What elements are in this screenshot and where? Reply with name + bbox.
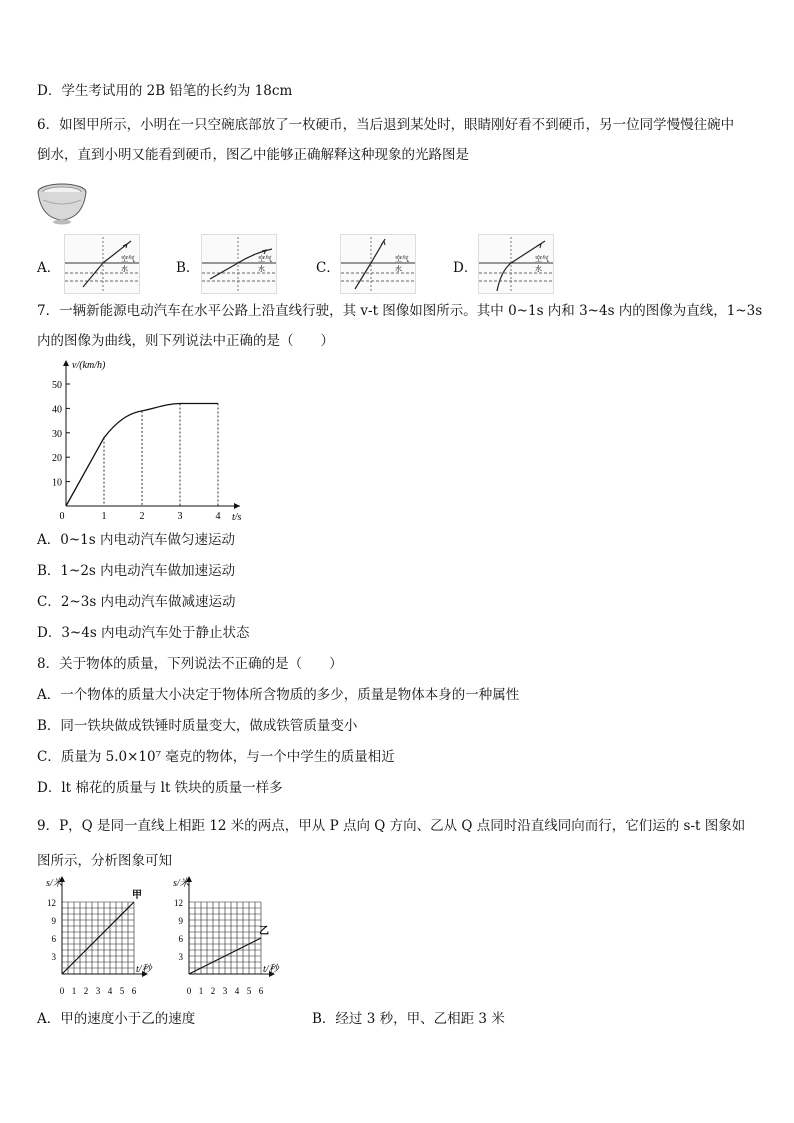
x-tick-label: 5 bbox=[119, 986, 125, 996]
x-tick-label: 3 bbox=[95, 986, 101, 996]
air-label: 空气 bbox=[535, 255, 549, 263]
q7-stem-line1: 7．一辆新能源电动汽车在水平公路上沿直线行驶，其 v-t 图像如图所示。其中 0~1s 内和 3~4s 内的图像为直线，1~3s bbox=[37, 303, 763, 319]
q9-option-b: B．经过 3 秒，甲、乙相距 3 米 bbox=[312, 1011, 505, 1027]
x-tick-label: 5 bbox=[246, 986, 252, 996]
bowl-photo bbox=[37, 178, 87, 226]
q6-stem-line2: 倒水，直到小明又能看到硬币，图乙中能够正确解释这种现象的光路图是 bbox=[37, 147, 469, 163]
x-tick-label: 3 bbox=[222, 986, 228, 996]
q6-option-a-label: A． bbox=[37, 260, 61, 276]
x-axis-label: t/秒 bbox=[263, 964, 279, 975]
water-label: 水 bbox=[258, 265, 265, 273]
q7-option-a: A．0~1s 内电动汽车做匀速运动 bbox=[37, 532, 235, 548]
q6-diagram-b bbox=[201, 234, 277, 294]
q9-stem-line1: 9．P，Q 是同一直线上相距 12 米的两点，甲从 P 点向 Q 方向、乙从 Q 点同时沿直线同向而行，它们运的 s-t 图象如 bbox=[37, 818, 746, 834]
y-tick-label: 3 bbox=[178, 952, 183, 962]
y-tick-label: 3 bbox=[51, 952, 56, 962]
q6-diagram-d bbox=[478, 234, 554, 294]
x-tick-label: 0 bbox=[59, 511, 65, 522]
q8-stem: 8．关于物体的质量，下列说法不正确的是（ ） bbox=[37, 656, 343, 672]
x-tick-label: 4 bbox=[215, 511, 221, 522]
q7-stem-line2: 内的图像为曲线，则下列说法中正确的是（ ） bbox=[37, 333, 334, 349]
y-axis-arrow bbox=[63, 360, 69, 366]
st-chart-jia bbox=[38, 872, 156, 998]
air-label: 空气 bbox=[258, 255, 272, 263]
air-label: 空气 bbox=[121, 255, 135, 263]
y-tick-label: 6 bbox=[51, 934, 56, 944]
y-tick-label: 12 bbox=[174, 898, 183, 908]
y-tick-label: 10 bbox=[52, 477, 62, 489]
q9-stem-line2: 图所示，分析图象可知 bbox=[37, 853, 172, 869]
y-axis-label: s/米 bbox=[46, 878, 63, 889]
q8-option-c: C．质量为 5.0×10⁷ 毫克的物体，与一个中学生的质量相近 bbox=[37, 749, 395, 765]
st-chart-yi bbox=[165, 872, 289, 998]
x-axis-label: t/s bbox=[232, 512, 242, 522]
q7-option-b: B．1~2s 内电动汽车做加速运动 bbox=[37, 563, 236, 579]
q7-option-c: C．2~3s 内电动汽车做减速运动 bbox=[37, 594, 236, 610]
y-tick-label: 12 bbox=[47, 898, 56, 908]
q5-option-d: D．学生考试用的 2B 铅笔的长约为 18cm bbox=[37, 83, 293, 99]
q6-option-b-label: B． bbox=[176, 260, 200, 276]
x-tick-label: 3 bbox=[177, 511, 183, 522]
q6-diagram-a bbox=[64, 234, 140, 294]
series-label: 甲 bbox=[132, 890, 142, 901]
y-axis-label: v/(km/h) bbox=[72, 360, 106, 371]
q9-option-a: A．甲的速度小于乙的速度 bbox=[37, 1011, 196, 1027]
x-tick-label: 4 bbox=[234, 986, 240, 996]
series-label: 乙 bbox=[259, 926, 269, 937]
x-tick-label: 1 bbox=[198, 986, 204, 996]
y-tick-label: 50 bbox=[52, 380, 62, 391]
q6-option-d-label: D． bbox=[453, 260, 478, 276]
air-label: 空气 bbox=[395, 255, 409, 263]
x-tick-label: 2 bbox=[210, 986, 216, 996]
q7-option-d: D．3~4s 内电动汽车处于静止状态 bbox=[37, 625, 250, 641]
q6-stem-line1: 6．如图甲所示，小明在一只空碗底部放了一枚硬币，当后退到某处时，眼睛刚好看不到硬币，另一位同学慢慢往碗中 bbox=[37, 117, 735, 133]
x-tick-label: 6 bbox=[258, 986, 264, 996]
q8-option-b: B．同一铁块做成铁锤时质量变大，做成铁管质量变小 bbox=[37, 718, 358, 734]
q6-diagram-c bbox=[340, 234, 416, 294]
x-tick-label: 0 bbox=[59, 986, 65, 996]
y-tick-label: 30 bbox=[52, 428, 62, 440]
water-label: 水 bbox=[535, 265, 542, 273]
x-axis-arrow bbox=[234, 503, 240, 509]
x-tick-label: 2 bbox=[83, 986, 89, 996]
x-axis-label: t/秒 bbox=[136, 964, 152, 975]
y-axis-label: s/米 bbox=[173, 878, 190, 889]
q8-option-d: D．lt 棉花的质量与 lt 铁块的质量一样多 bbox=[37, 780, 283, 796]
water-label: 水 bbox=[395, 265, 402, 273]
q6-option-c-label: C． bbox=[316, 260, 340, 276]
vt-chart bbox=[30, 356, 260, 522]
x-tick-label: 4 bbox=[107, 986, 113, 996]
water-label: 水 bbox=[121, 265, 128, 273]
y-tick-label: 40 bbox=[52, 404, 62, 416]
x-tick-label: 1 bbox=[71, 986, 77, 996]
q8-option-a: A．一个物体的质量大小决定于物体所含物质的多少，质量是物体本身的一种属性 bbox=[37, 687, 520, 703]
y-tick-label: 20 bbox=[52, 453, 62, 465]
y-tick-label: 9 bbox=[178, 916, 183, 926]
x-tick-label: 0 bbox=[186, 986, 192, 996]
x-tick-label: 2 bbox=[139, 511, 145, 522]
y-tick-label: 9 bbox=[51, 916, 56, 926]
x-tick-label: 6 bbox=[131, 986, 137, 996]
x-tick-label: 1 bbox=[101, 511, 107, 522]
y-tick-label: 6 bbox=[178, 934, 183, 944]
